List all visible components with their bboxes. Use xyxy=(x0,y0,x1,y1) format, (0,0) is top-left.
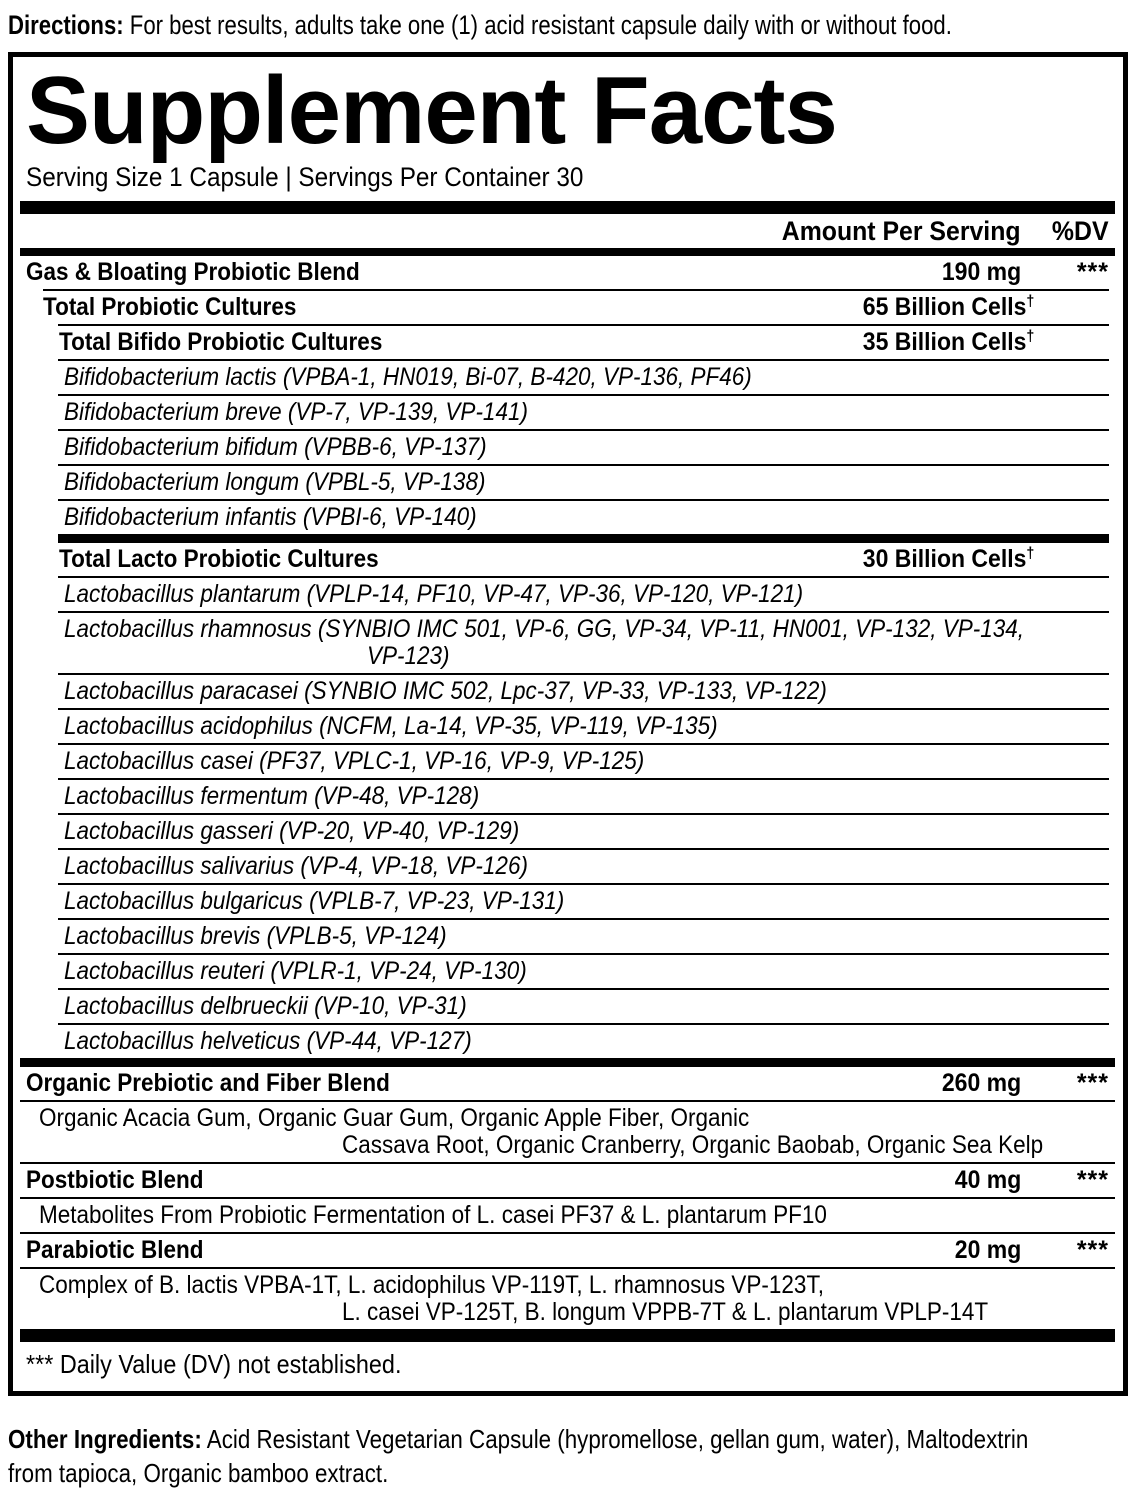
nutrient-row xyxy=(26,1102,1109,1162)
nutrient-name xyxy=(26,546,849,573)
amount-value: 65 Billion Cells† xyxy=(862,292,1034,321)
nutrient-row xyxy=(26,1067,1109,1100)
nutrient-name-line: Lactobacillus delbrueckii (VP-10, VP-31) xyxy=(64,992,467,1020)
nutrient-name-line: Bifidobacterium infantis (VPBI-6, VP-140) xyxy=(64,503,477,531)
dv-value: *** xyxy=(1076,1236,1109,1264)
nutrient-name-line: Lactobacillus salivarius (VP-4, VP-18, VP-126) xyxy=(64,852,528,880)
nutrient-row xyxy=(26,745,1109,778)
nutrient-name xyxy=(26,504,1021,531)
column-header-row xyxy=(26,214,1109,248)
other-ingredients-label: Other Ingredients: xyxy=(8,1424,202,1454)
nutrient-name-line: Lactobacillus acidophilus (NCFM, La-14, VP-35, VP-119, VP-135) xyxy=(64,712,718,740)
nutrient-name-line: Lactobacillus fermentum (VP-48, VP-128) xyxy=(64,782,480,810)
nutrient-row xyxy=(26,361,1109,394)
nutrient-row xyxy=(26,850,1109,883)
dv-header: %DV xyxy=(1052,216,1109,246)
other-ingredients xyxy=(8,1422,1128,1490)
nutrient-name xyxy=(26,581,1021,608)
dagger-symbol: † xyxy=(1025,292,1034,310)
nutrient-row xyxy=(26,710,1109,743)
nutrient-name-line: Lactobacillus brevis (VPLB-5, VP-124) xyxy=(64,922,447,950)
nutrient-name-line: VP-123) xyxy=(367,642,450,670)
nutrient-row xyxy=(26,256,1109,289)
nutrient-name xyxy=(26,993,1021,1020)
nutrient-row xyxy=(26,885,1109,918)
nutrient-name-line: Lactobacillus paracasei (SYNBIO IMC 502, Lpc-37, VP-33, VP-133, VP-122) xyxy=(64,677,827,705)
amount-value: 20 mg xyxy=(954,1236,1021,1264)
nutrient-row xyxy=(26,780,1109,813)
dv-value: *** xyxy=(1076,1069,1109,1097)
panel-title: Supplement Facts xyxy=(26,57,837,164)
nutrient-name xyxy=(26,615,1025,670)
nutrient-name xyxy=(26,853,1021,880)
nutrient-row xyxy=(26,501,1109,534)
amount-value: 260 mg xyxy=(941,1069,1021,1097)
nutrient-name-line: Bifidobacterium longum (VPBL-5, VP-138) xyxy=(64,468,486,496)
nutrient-name-line: Lactobacillus casei (PF37, VPLC-1, VP-16, VP-9, VP-125) xyxy=(64,747,645,775)
nutrient-name-line: Organic Prebiotic and Fiber Blend xyxy=(26,1069,390,1097)
nutrient-row xyxy=(26,675,1109,708)
nutrient-name-line: Lactobacillus helveticus (VP-44, VP-127) xyxy=(64,1027,472,1055)
header-divider-thick xyxy=(20,201,1115,214)
serving-size-line: Serving Size 1 Capsule | Servings Per Container 30 xyxy=(26,162,584,192)
nutrient-name-line: Postbiotic Blend xyxy=(26,1166,204,1194)
nutrient-name-line: Organic Acacia Gum, Organic Guar Gum, Organic Apple Fiber, Organic xyxy=(39,1104,750,1132)
nutrient-name xyxy=(26,469,1021,496)
amount-value: 190 mg xyxy=(941,258,1021,286)
nutrient-name-line: Bifidobacterium bifidum (VPBB-6, VP-137) xyxy=(64,433,487,461)
nutrient-name-line: Lactobacillus reuteri (VPLR-1, VP-24, VP-130) xyxy=(64,957,527,985)
nutrient-name xyxy=(26,1202,1021,1229)
nutrient-name-line: Metabolites From Probiotic Fermentation of L. casei PF37 & L. plantarum PF10 xyxy=(39,1201,827,1229)
nutrient-row xyxy=(26,1269,1109,1329)
nutrient-name xyxy=(26,1272,1021,1326)
nutrient-row xyxy=(26,326,1109,359)
nutrient-name-line: Lactobacillus plantarum (VPLP-14, PF10, VP-47, VP-36, VP-120, VP-121) xyxy=(64,580,804,608)
directions-label: Directions: xyxy=(8,10,124,40)
nutrient-row xyxy=(26,578,1109,611)
dv-value: *** xyxy=(1076,258,1109,286)
nutrient-name xyxy=(26,748,1021,775)
nutrient-name xyxy=(26,1070,935,1097)
nutrient-name xyxy=(26,678,1021,705)
nutrient-name-line: Cassava Root, Organic Cranberry, Organic Baobab, Organic Sea Kelp xyxy=(342,1131,1044,1159)
row-divider xyxy=(20,1058,1115,1067)
nutrient-name xyxy=(26,1104,1044,1159)
nutrient-row xyxy=(26,396,1109,429)
directions-text: For best results, adults take one (1) acid resistant capsule daily with or without food. xyxy=(129,10,952,40)
header-divider-medium xyxy=(20,248,1115,256)
nutrient-row xyxy=(26,543,1109,576)
nutrient-name xyxy=(26,958,1021,985)
row-divider xyxy=(58,534,1109,543)
nutrient-rows xyxy=(26,256,1109,1329)
nutrient-name xyxy=(26,399,1021,426)
directions xyxy=(8,8,1128,42)
nutrient-row xyxy=(26,613,1109,673)
nutrient-row xyxy=(26,955,1109,988)
nutrient-row xyxy=(26,990,1109,1023)
nutrient-name xyxy=(26,818,1021,845)
nutrient-name-line: Bifidobacterium lactis (VPBA-1, HN019, Bi-07, B-420, VP-136, PF46) xyxy=(64,363,752,391)
nutrient-name xyxy=(26,364,1021,391)
nutrient-row xyxy=(26,1234,1109,1267)
nutrient-row xyxy=(26,1025,1109,1058)
nutrient-name xyxy=(26,1237,949,1264)
nutrient-row xyxy=(26,291,1109,324)
amount-per-serving-header: Amount Per Serving xyxy=(782,216,1021,246)
amount-value: 35 Billion Cells† xyxy=(862,327,1034,356)
other-ingredients-line1: Acid Resistant Vegetarian Capsule (hypromellose, gellan gum, water), Maltodextrin xyxy=(206,1424,1029,1454)
nutrient-name xyxy=(26,783,1021,810)
nutrient-name xyxy=(26,923,1021,950)
nutrient-name-line: Complex of B. lactis VPBA-1T, L. acidophilus VP-119T, L. rhamnosus VP-123T, xyxy=(39,1271,824,1299)
nutrient-name-line: Gas & Bloating Probiotic Blend xyxy=(26,258,360,286)
nutrient-name xyxy=(26,294,849,321)
amount-value: 30 Billion Cells† xyxy=(862,544,1034,573)
nutrient-name xyxy=(26,1167,949,1194)
nutrient-name xyxy=(26,434,1021,461)
dv-value: *** xyxy=(1076,1166,1109,1194)
nutrient-name-line: Bifidobacterium breve (VP-7, VP-139, VP-141) xyxy=(64,398,528,426)
dagger-symbol: † xyxy=(1025,544,1034,562)
amount-value: 40 mg xyxy=(954,1166,1021,1194)
nutrient-name-line: Lactobacillus rhamnosus (SYNBIO IMC 501, VP-6, GG, VP-34, VP-11, HN001, VP-132, VP-134, xyxy=(64,615,1025,643)
nutrient-name xyxy=(26,888,1021,915)
nutrient-row xyxy=(26,431,1109,464)
dv-footnote: *** Daily Value (DV) not established. xyxy=(26,1349,402,1379)
nutrient-name xyxy=(26,329,849,356)
nutrient-row xyxy=(26,1199,1109,1232)
nutrient-row xyxy=(26,920,1109,953)
nutrient-name xyxy=(26,1028,1021,1055)
nutrient-name-line: Total Lacto Probiotic Cultures xyxy=(59,545,379,573)
nutrient-name-line: Lactobacillus gasseri (VP-20, VP-40, VP-129) xyxy=(64,817,520,845)
nutrient-name-line: Parabiotic Blend xyxy=(26,1236,204,1264)
nutrient-name xyxy=(26,259,935,286)
supplement-facts-panel xyxy=(8,52,1128,1396)
nutrient-name-line: Total Bifido Probiotic Cultures xyxy=(59,328,383,356)
dagger-symbol: † xyxy=(1025,327,1034,345)
footnote-divider-thick xyxy=(20,1329,1115,1342)
nutrient-name-line: L. casei VP-125T, B. longum VPPB-7T & L. plantarum VPLP-14T xyxy=(342,1298,989,1326)
nutrient-row xyxy=(26,1164,1109,1197)
other-ingredients-line2: from tapioca, Organic bamboo extract. xyxy=(8,1458,389,1488)
nutrient-name-line: Total Probiotic Cultures xyxy=(43,293,297,321)
nutrient-name-line: Lactobacillus bulgaricus (VPLB-7, VP-23, VP-131) xyxy=(64,887,565,915)
nutrient-name xyxy=(26,713,1021,740)
nutrient-row xyxy=(26,815,1109,848)
nutrient-row xyxy=(26,466,1109,499)
